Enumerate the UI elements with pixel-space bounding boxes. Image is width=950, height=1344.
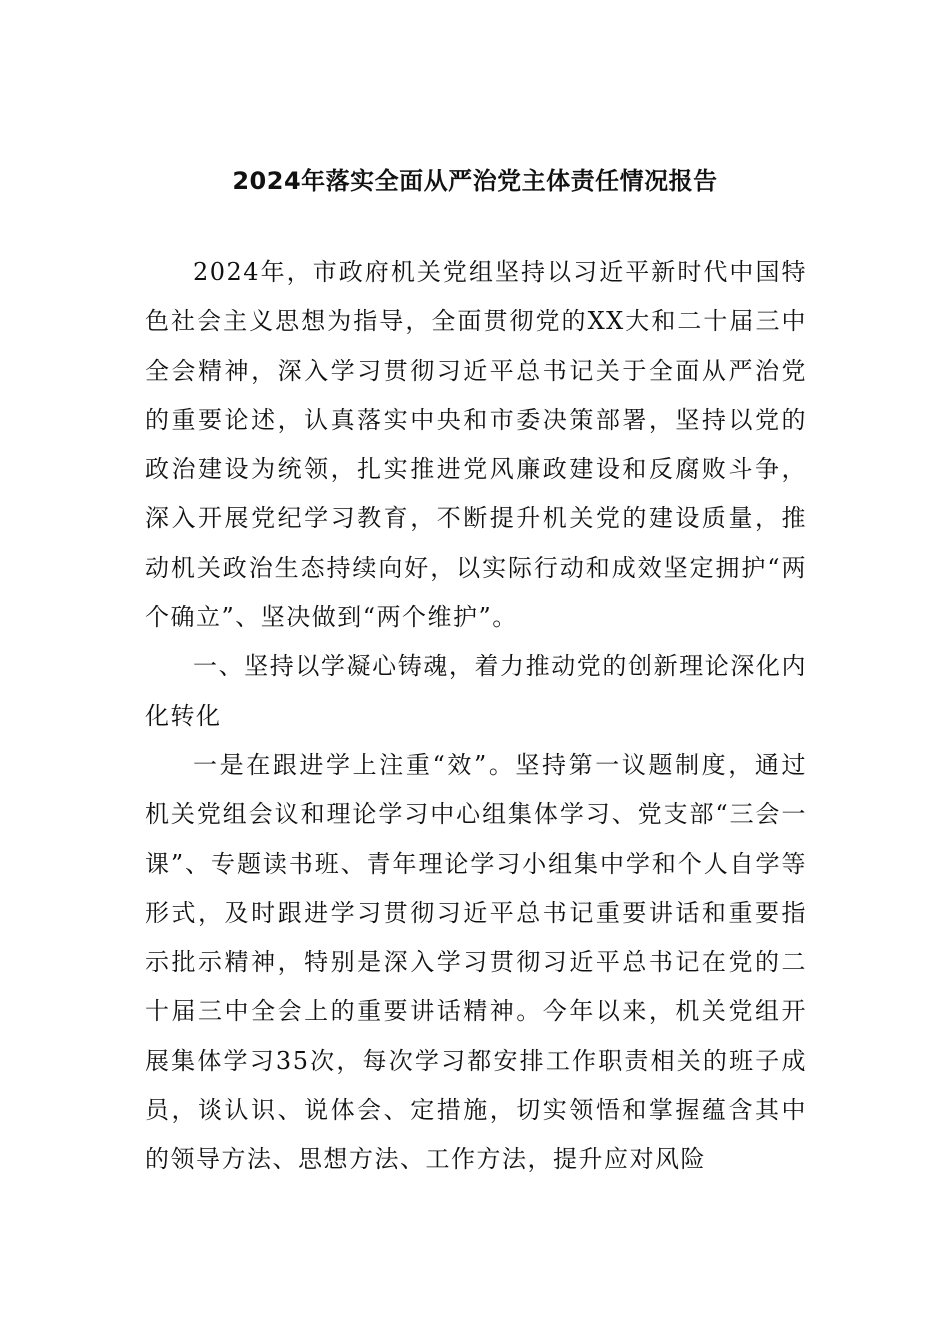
body-paragraph: 一是在跟进学上注重“效”。坚持第一议题制度，通过机关党组会议和理论学习中心组集体学习、党支部“三会一课”、专题读书班、青年理论学习小组集中学和个人自学等形式，及时跟进学习贯彻习近平总书记重要讲话和重要指示批示精神，特别是深入学习贯彻习近平总书记在党的二十届三中全会上的重要讲话精神。今年以来，机关党组开展集体学习35次，每次学习都安排工作职责相关的班子成员，谈认识、说体会、定措施，切实领悟和掌握蕴含其中的领导方法、思想方法、工作方法，提升应对风险 — [145, 750, 807, 1174]
intro-paragraph: 2024年，市政府机关党组坚持以习近平新时代中国特色社会主义思想为指导，全面贯彻党的XX大和二十届三中全会精神，深入学习贯彻习近平总书记关于全面从严治党的重要论述，认真落实中央和市委决策部署，坚持以党的政治建设为统领，扎实推进党风廉政建设和反腐败斗争，深入开展党纪学习教育，不断提升机关党的建设质量，推动机关政治生态持续向好，以实际行动和成效坚定拥护“两个确立”、坚决做到“两个维护”。 — [145, 258, 807, 632]
document-body — [145, 248, 807, 1185]
section-heading-1: 一、坚持以学凝心铸魂，着力推动党的创新理论深化内化转化 — [145, 652, 807, 730]
document-title: 2024年落实全面从严治党主体责任情况报告 — [232, 167, 718, 195]
